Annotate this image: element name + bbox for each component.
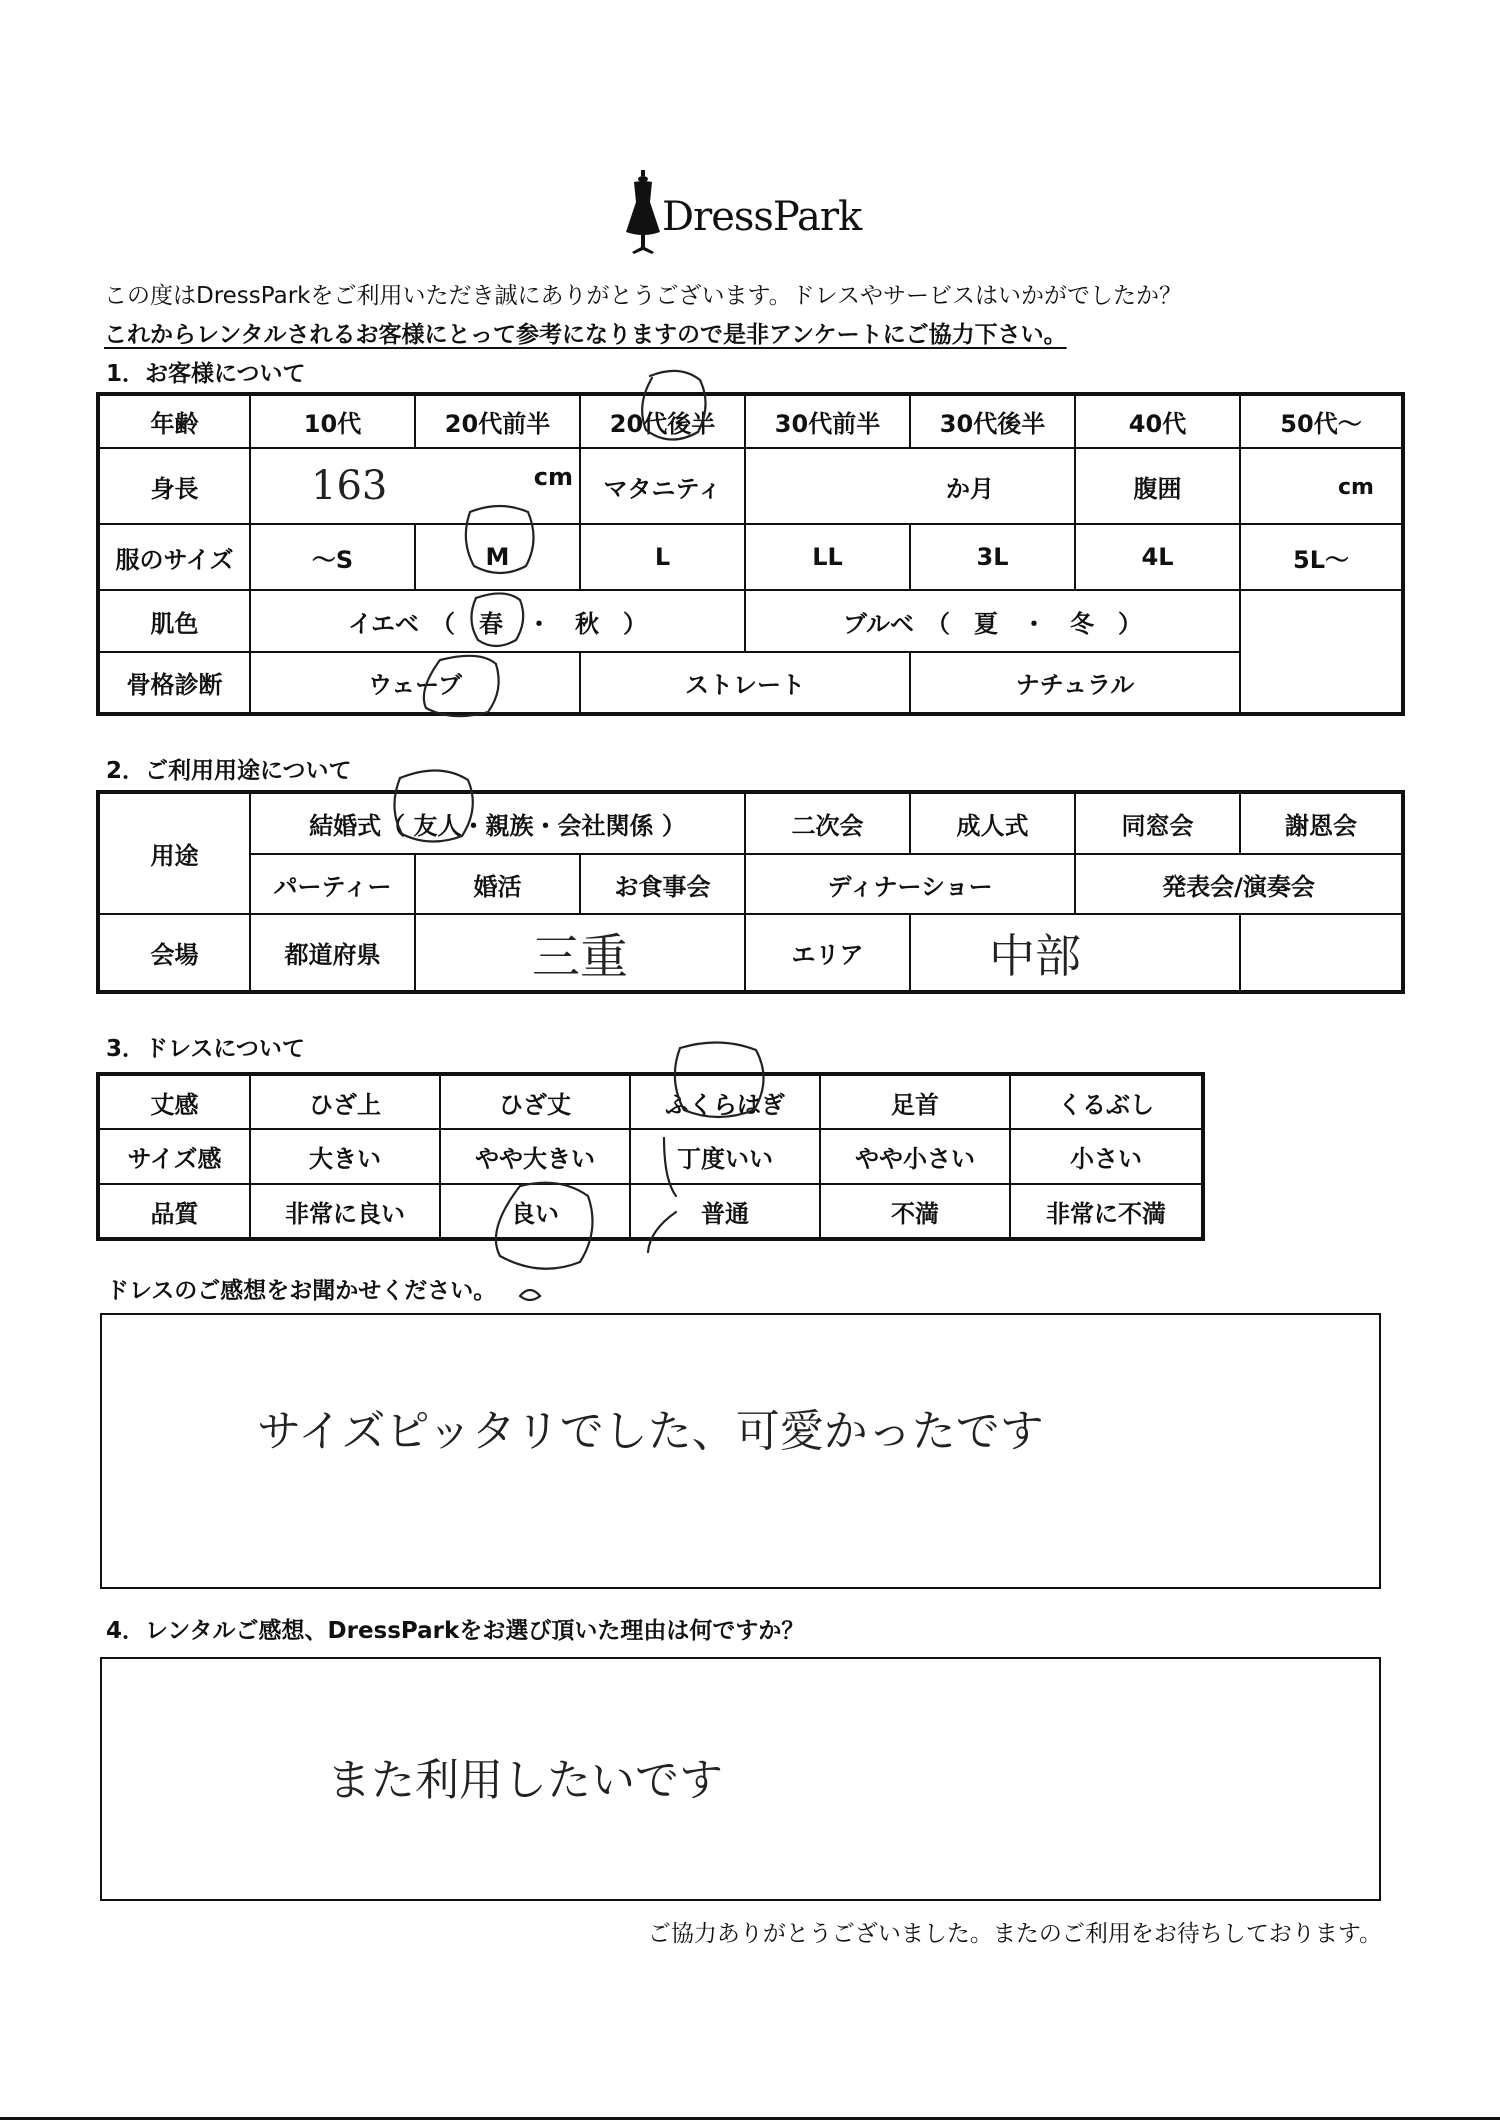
intro-request: これからレンタルされるお客様にとって参考になりますので是非アンケートにご協力下さい。 [104,322,1067,348]
purpose-option: パーティー [250,854,415,914]
height-row [98,448,1403,524]
frame-row [98,652,1403,714]
quality-option: 普通 [630,1184,820,1239]
maternity-months [745,448,1075,524]
purpose-option: 婚活 [415,854,580,914]
skin-row [98,590,1403,652]
section3-title: 3．ドレスについて [106,1036,305,1062]
size-option: 4L [1075,524,1240,590]
check-mark-comment [520,1290,540,1300]
height-unit: cm [533,463,573,491]
skin-blue: ブルベ （ 夏 ・ 冬 ） [745,590,1240,652]
purpose-option: 発表会/演奏会 [1075,854,1403,914]
age-option: 30代後半 [910,394,1075,448]
frame-option: ストレート [580,652,910,714]
purpose-option: 二次会 [745,792,910,854]
prefecture-value: 三重 [532,929,629,985]
frame-option: ナチュラル [910,652,1240,714]
height-label: 身長 [98,448,250,524]
length-option: 足首 [820,1074,1010,1129]
waist-label: 腹囲 [1075,448,1240,524]
reason-answer: また利用したいです [327,1755,723,1806]
brand-name: DressPark [662,194,862,240]
area-value: 中部 [989,928,1082,983]
length-option: ひざ上 [250,1074,440,1129]
months-unit: か月 [946,474,994,503]
age-label: 年齢 [98,394,250,448]
age-option: 30代前半 [745,394,910,448]
quality-option: 非常に良い [250,1184,440,1239]
purpose-option: お食事会 [580,854,745,914]
purpose-option: 成人式 [910,792,1075,854]
waist-unit: cm [1338,475,1374,500]
age-option: 20代前半 [415,394,580,448]
size-option: M [415,524,580,590]
length-row [98,1074,1203,1129]
maternity-label: マタニティ [580,448,745,524]
frame-option: ウェーブ [250,652,580,714]
quality-option: 良い [440,1184,630,1239]
size-row [98,524,1403,590]
customer-table [96,392,1405,716]
section2-title: 2．ご利用用途について [106,758,352,784]
section1-title: 1．お客様について [106,361,306,387]
length-option: くるぶし [1010,1074,1203,1129]
skin-yellow: イエベ （ 春 ・ 秋 ） [250,590,745,652]
size-option: L [580,524,745,590]
closing-message: ご協力ありがとうございました。またのご利用をお待ちしております。 [647,1921,1382,1947]
size-option: 3L [910,524,1075,590]
fit-option: 大きい [250,1129,440,1184]
size-option: ～S [250,524,415,590]
purpose-option: 謝恩会 [1240,792,1403,854]
purpose-option: 結婚式（ 友人・親族・会社関係 ） [250,792,745,854]
area-label: エリア [745,914,910,992]
prefecture-field [415,914,745,992]
length-option: ひざ丈 [440,1074,630,1129]
purpose-table [96,790,1405,994]
reason-answer-box[interactable] [100,1657,1381,1901]
intro-text: この度はDressParkをご利用いただき誠にありがとうございます。ドレスやサービスはいかがでしたか？ [104,283,1182,309]
prefecture-label: 都道府県 [250,914,415,992]
quality-label: 品質 [98,1184,250,1239]
area-field [910,914,1240,992]
purpose-row-2 [98,854,1403,914]
venue-label: 会場 [98,914,250,992]
fit-option: 小さい [1010,1129,1203,1184]
section4-title: 4．レンタルご感想、DressParkをお選び頂いた理由は何ですか？ [106,1618,805,1644]
dress-comment-box[interactable] [100,1313,1381,1589]
comment-prompt: ドレスのご感想をお聞かせください。 [106,1278,497,1304]
purpose-option: 同窓会 [1075,792,1240,854]
age-option: 50代～ [1240,394,1403,448]
length-label: 丈感 [98,1074,250,1129]
purpose-option: ディナーショー [745,854,1075,914]
quality-row [98,1184,1203,1239]
dress-comment: サイズピッタリでした、可愛かったです [257,1406,1044,1457]
venue-row [98,914,1403,992]
height-field [250,448,580,524]
size-label: 服のサイズ [98,524,250,590]
height-value: 163 [311,463,388,509]
fit-option: やや大きい [440,1129,630,1184]
quality-option: 不満 [820,1184,1010,1239]
fit-label: サイズ感 [98,1129,250,1184]
page-edge-line [0,2117,1500,2120]
fit-option: やや小さい [820,1129,1010,1184]
quality-option: 非常に不満 [1010,1184,1203,1239]
age-option: 10代 [250,394,415,448]
fit-option: 丁度いい [630,1129,820,1184]
purpose-row-1 [98,792,1403,854]
dress-table [96,1072,1205,1241]
age-option: 20代後半 [580,394,745,448]
size-option: 5L～ [1240,524,1403,590]
age-row [98,394,1403,448]
age-option: 40代 [1075,394,1240,448]
skin-label: 肌色 [98,590,250,652]
waist-field [1240,448,1403,524]
fit-row [98,1129,1203,1184]
length-option: ふくらはぎ [630,1074,820,1129]
frame-label: 骨格診断 [98,652,250,714]
purpose-label: 用途 [98,792,250,914]
size-option: LL [745,524,910,590]
